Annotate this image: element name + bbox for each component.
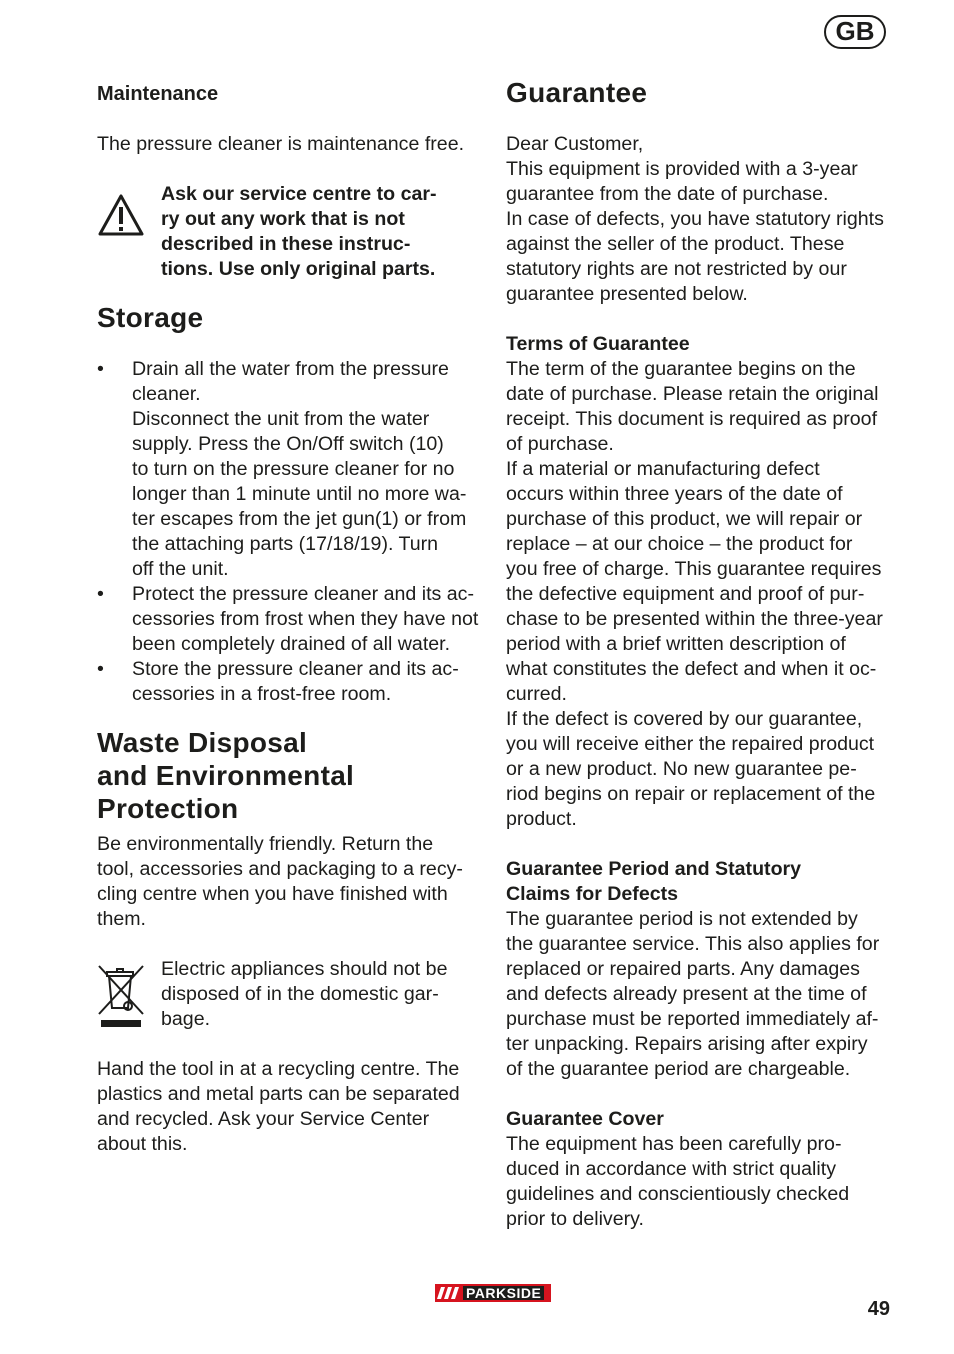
period-heading: Guarantee Period and Statutory Claims for Defects — [506, 858, 802, 905]
bin-text: Electric appliances should not be disposed of in the domestic gar- bage. — [161, 958, 448, 1030]
list-item — [97, 357, 489, 582]
list-item-text: Protect the pressure cleaner and its ac- cessories from frost when they have not been completely drained of all water. — [132, 583, 479, 655]
list-item — [97, 582, 489, 657]
bullet: • — [97, 583, 104, 605]
list-item-text: Store the pressure cleaner and its ac- cessories in a frost-free room. — [132, 658, 459, 705]
bullet: • — [97, 658, 104, 680]
period-text: The guarantee period is not extended by the guarantee service. This also applies for replaced or repaired parts. Any damages and defects already present at the time of purchase must be reported immediately af- ter unpacking. Repairs arising after expiry of the guarantee period are chargeable. — [506, 908, 880, 1080]
waste-heading: Waste Disposal and Environmental Protection — [97, 727, 355, 824]
warning-text: Ask our service centre to car- ry out any work that is not described in these instruc- tions. Use only original parts. — [161, 183, 437, 280]
guarantee-intro: Dear Customer, This equipment is provided with a 3-year guarantee from the date of purchase. In case of defects, you have statutory rights against the seller of the product. These statutory rights are not restricted by our guarantee presented below. — [506, 133, 884, 305]
maintenance-text: The pressure cleaner is maintenance free. — [97, 133, 465, 155]
waste-text-2: Hand the tool in at a recycling centre. The plastics and metal parts can be separated and recycled. Ask your Service Center about this. — [97, 1058, 460, 1155]
page-number: 49 — [867, 1298, 890, 1320]
crossed-bin-icon — [97, 962, 145, 1030]
terms-text: The term of the guarantee begins on the date of purchase. Please retain the original receipt. This document is required as proof of purchase. If a material or manufacturing defect occurs within three years of the date of purchase of this product, we will repair or replace – at our choice – the product for you free of charge. This guarantee requires the defective equipment and proof of pur- chase to be presented within the three-year period with a brief written description of what constitutes the defect and when it oc- curred. If the defect is covered by our guarantee, you will receive either the repaired product or a new product. No new guarantee pe- riod begins on repair or replacement of the product. — [506, 358, 883, 830]
cover-heading: Guarantee Cover — [506, 1108, 664, 1130]
parkside-logo — [435, 1284, 551, 1302]
waste-text-1: Be environmentally friendly. Return the tool, accessories and packaging to a recy- cling centre when you have finished with them. — [97, 833, 463, 930]
bullet: • — [97, 358, 104, 380]
list-item-text: Drain all the water from the pressure cleaner. Disconnect the unit from the water supply. Press the On/Off switch (10) to turn on the pressure cleaner for no longer than 1 minute until no more wa- ter escapes from the jet gun(1) or from the attaching parts (17/18/19). Turn off the unit. — [132, 358, 467, 580]
storage-heading: Storage — [97, 302, 204, 333]
maintenance-heading: Maintenance — [97, 83, 219, 105]
terms-heading: Terms of Guarantee — [506, 333, 690, 355]
guarantee-heading: Guarantee — [506, 77, 648, 108]
cover-text: The equipment has been carefully pro- duced in accordance with strict quality guidelines and conscientiously checked prior to delivery. — [506, 1133, 850, 1230]
language-badge: GB — [824, 15, 886, 49]
list-item — [97, 657, 489, 707]
storage-list — [97, 357, 489, 707]
logo-stripes-icon — [435, 1284, 463, 1302]
logo-wordmark: PARKSIDE — [463, 1286, 544, 1300]
warning-triangle-icon — [97, 193, 145, 237]
